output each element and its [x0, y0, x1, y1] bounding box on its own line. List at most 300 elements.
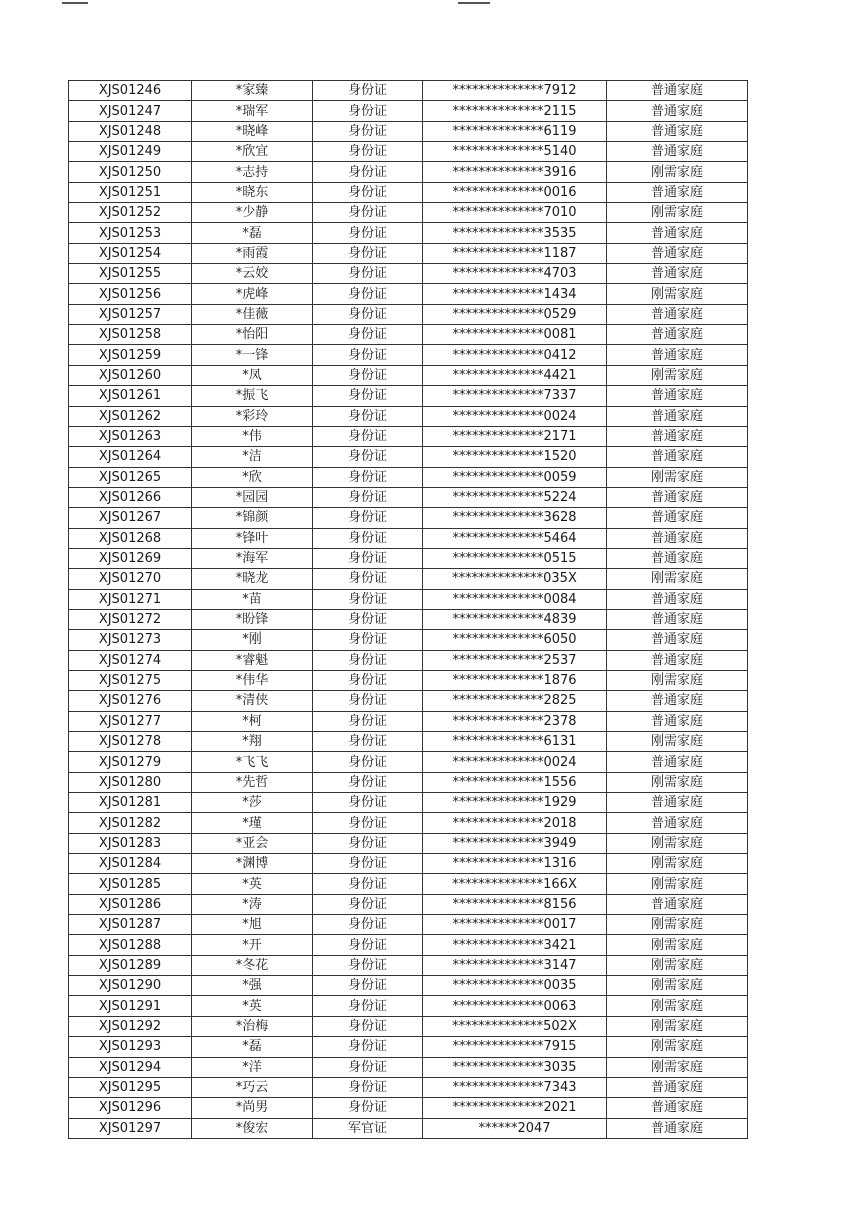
id-type-cell: 身份证 — [313, 813, 423, 833]
id-type-cell: 身份证 — [313, 609, 423, 629]
household-category-cell: 普通家庭 — [607, 589, 748, 609]
id-type-cell: 身份证 — [313, 732, 423, 752]
table-row — [69, 915, 748, 935]
id-type-cell: 身份证 — [313, 487, 423, 507]
household-category-cell: 刚需家庭 — [607, 833, 748, 853]
id-number-cell: **************0081 — [423, 325, 607, 345]
id-number-cell: **************1520 — [423, 447, 607, 467]
applicant-name-cell: *冬花 — [192, 955, 313, 975]
table-row — [69, 182, 748, 202]
id-number-cell: **************8156 — [423, 894, 607, 914]
record-number-cell: XJS01273 — [69, 630, 192, 650]
applicant-name-cell: *雨霞 — [192, 243, 313, 263]
id-number-cell: **************5224 — [423, 487, 607, 507]
record-number-cell: XJS01262 — [69, 406, 192, 426]
applicant-name-cell: *涛 — [192, 894, 313, 914]
record-number-cell: XJS01250 — [69, 162, 192, 182]
record-number-cell: XJS01248 — [69, 121, 192, 141]
applicant-name-cell: *柯 — [192, 711, 313, 731]
table-row — [69, 650, 748, 670]
household-category-cell: 刚需家庭 — [607, 203, 748, 223]
applicant-name-cell: *彩玲 — [192, 406, 313, 426]
applicant-name-cell: *莎 — [192, 793, 313, 813]
id-number-cell: **************035X — [423, 569, 607, 589]
id-number-cell: **************3628 — [423, 508, 607, 528]
id-type-cell: 身份证 — [313, 386, 423, 406]
table-row — [69, 569, 748, 589]
id-number-cell: **************2115 — [423, 101, 607, 121]
id-number-cell: **************1929 — [423, 793, 607, 813]
household-category-cell: 刚需家庭 — [607, 935, 748, 955]
household-category-cell: 普通家庭 — [607, 101, 748, 121]
table-row — [69, 325, 748, 345]
table-row — [69, 976, 748, 996]
id-type-cell: 身份证 — [313, 711, 423, 731]
id-type-cell: 身份证 — [313, 1098, 423, 1118]
id-number-cell: **************2018 — [423, 813, 607, 833]
record-number-cell: XJS01295 — [69, 1077, 192, 1097]
applicant-name-cell: *一锋 — [192, 345, 313, 365]
id-type-cell: 身份证 — [313, 467, 423, 487]
applicant-name-cell: *振飞 — [192, 386, 313, 406]
household-category-cell: 普通家庭 — [607, 243, 748, 263]
household-category-cell: 普通家庭 — [607, 406, 748, 426]
table-row — [69, 447, 748, 467]
record-number-cell: XJS01274 — [69, 650, 192, 670]
household-category-cell: 普通家庭 — [607, 508, 748, 528]
record-number-cell: XJS01272 — [69, 609, 192, 629]
applicant-name-cell: *渊博 — [192, 854, 313, 874]
household-category-cell: 普通家庭 — [607, 691, 748, 711]
household-category-cell: 刚需家庭 — [607, 569, 748, 589]
household-category-cell: 普通家庭 — [607, 752, 748, 772]
household-category-cell: 刚需家庭 — [607, 955, 748, 975]
household-category-cell: 刚需家庭 — [607, 976, 748, 996]
applicant-name-cell: *清侠 — [192, 691, 313, 711]
applicant-name-cell: *洋 — [192, 1057, 313, 1077]
household-category-cell: 普通家庭 — [607, 142, 748, 162]
record-number-cell: XJS01265 — [69, 467, 192, 487]
household-category-cell: 刚需家庭 — [607, 1016, 748, 1036]
record-number-cell: XJS01279 — [69, 752, 192, 772]
record-number-cell: XJS01294 — [69, 1057, 192, 1077]
table-row — [69, 365, 748, 385]
id-type-cell: 身份证 — [313, 793, 423, 813]
applicant-name-cell: *开 — [192, 935, 313, 955]
applicant-name-cell: *刚 — [192, 630, 313, 650]
record-number-cell: XJS01280 — [69, 772, 192, 792]
id-type-cell: 身份证 — [313, 1037, 423, 1057]
household-category-cell: 普通家庭 — [607, 182, 748, 202]
table-row — [69, 1037, 748, 1057]
table-row — [69, 589, 748, 609]
table-row — [69, 467, 748, 487]
applicant-name-cell: *凤 — [192, 365, 313, 385]
id-type-cell: 身份证 — [313, 833, 423, 853]
table-row — [69, 935, 748, 955]
applicant-name-cell: *海军 — [192, 548, 313, 568]
household-category-cell: 刚需家庭 — [607, 284, 748, 304]
applicant-name-cell: *先哲 — [192, 772, 313, 792]
id-type-cell: 身份证 — [313, 854, 423, 874]
table-row — [69, 304, 748, 324]
household-category-cell: 刚需家庭 — [607, 467, 748, 487]
id-type-cell: 身份证 — [313, 142, 423, 162]
household-category-cell: 普通家庭 — [607, 650, 748, 670]
record-number-cell: XJS01282 — [69, 813, 192, 833]
id-type-cell: 身份证 — [313, 772, 423, 792]
household-category-cell: 普通家庭 — [607, 487, 748, 507]
id-number-cell: **************2378 — [423, 711, 607, 731]
id-number-cell: **************2171 — [423, 426, 607, 446]
table-row — [69, 874, 748, 894]
household-category-cell: 普通家庭 — [607, 121, 748, 141]
household-category-cell: 刚需家庭 — [607, 915, 748, 935]
id-type-cell: 身份证 — [313, 162, 423, 182]
table-row — [69, 101, 748, 121]
id-type-cell: 身份证 — [313, 1057, 423, 1077]
register-table-body — [69, 81, 748, 1139]
record-number-cell: XJS01258 — [69, 325, 192, 345]
applicant-name-cell: *锋叶 — [192, 528, 313, 548]
applicant-name-cell: *欣宜 — [192, 142, 313, 162]
table-row — [69, 1077, 748, 1097]
table-row — [69, 345, 748, 365]
record-number-cell: XJS01269 — [69, 548, 192, 568]
applicant-name-cell: *伟华 — [192, 670, 313, 690]
record-number-cell: XJS01270 — [69, 569, 192, 589]
id-type-cell: 身份证 — [313, 955, 423, 975]
table-row — [69, 264, 748, 284]
table-row — [69, 732, 748, 752]
record-number-cell: XJS01286 — [69, 894, 192, 914]
record-number-cell: XJS01252 — [69, 203, 192, 223]
applicant-name-cell: *俊宏 — [192, 1118, 313, 1138]
record-number-cell: XJS01276 — [69, 691, 192, 711]
table-row — [69, 386, 748, 406]
applicant-name-cell: *晓龙 — [192, 569, 313, 589]
id-type-cell: 身份证 — [313, 874, 423, 894]
applicant-name-cell: *锦颜 — [192, 508, 313, 528]
id-number-cell: **************1316 — [423, 854, 607, 874]
household-category-cell: 普通家庭 — [607, 447, 748, 467]
applicant-name-cell: *虎峰 — [192, 284, 313, 304]
applicant-name-cell: *伟 — [192, 426, 313, 446]
id-type-cell: 身份证 — [313, 81, 423, 101]
id-number-cell: **************3949 — [423, 833, 607, 853]
id-number-cell: **************6119 — [423, 121, 607, 141]
id-number-cell: **************1187 — [423, 243, 607, 263]
record-number-cell: XJS01288 — [69, 935, 192, 955]
id-number-cell: **************3421 — [423, 935, 607, 955]
id-number-cell: **************4421 — [423, 365, 607, 385]
applicant-name-cell: *旭 — [192, 915, 313, 935]
id-number-cell: **************7343 — [423, 1077, 607, 1097]
table-row — [69, 955, 748, 975]
record-number-cell: XJS01247 — [69, 101, 192, 121]
id-number-cell: **************2537 — [423, 650, 607, 670]
household-category-cell: 普通家庭 — [607, 81, 748, 101]
id-type-cell: 身份证 — [313, 101, 423, 121]
id-number-cell: **************7915 — [423, 1037, 607, 1057]
table-row — [69, 528, 748, 548]
id-type-cell: 身份证 — [313, 569, 423, 589]
household-category-cell: 普通家庭 — [607, 528, 748, 548]
household-category-cell: 普通家庭 — [607, 1077, 748, 1097]
table-row — [69, 508, 748, 528]
household-category-cell: 刚需家庭 — [607, 365, 748, 385]
applicant-name-cell: *怡阳 — [192, 325, 313, 345]
applicant-name-cell: *佳薇 — [192, 304, 313, 324]
household-category-cell: 刚需家庭 — [607, 854, 748, 874]
id-number-cell: **************4839 — [423, 609, 607, 629]
applicant-name-cell: *苗 — [192, 589, 313, 609]
record-number-cell: XJS01263 — [69, 426, 192, 446]
household-category-cell: 刚需家庭 — [607, 162, 748, 182]
id-type-cell: 身份证 — [313, 650, 423, 670]
household-category-cell: 普通家庭 — [607, 426, 748, 446]
id-type-cell: 身份证 — [313, 426, 423, 446]
household-category-cell: 刚需家庭 — [607, 772, 748, 792]
applicant-name-cell: *云姣 — [192, 264, 313, 284]
household-category-cell: 普通家庭 — [607, 345, 748, 365]
id-number-cell: **************0059 — [423, 467, 607, 487]
applicant-name-cell: *尚男 — [192, 1098, 313, 1118]
table-row — [69, 630, 748, 650]
id-number-cell: **************3147 — [423, 955, 607, 975]
id-number-cell: **************3916 — [423, 162, 607, 182]
applicant-name-cell: *亚会 — [192, 833, 313, 853]
id-number-cell: **************2021 — [423, 1098, 607, 1118]
applicant-name-cell: *家臻 — [192, 81, 313, 101]
household-category-cell: 普通家庭 — [607, 1098, 748, 1118]
id-number-cell: **************1556 — [423, 772, 607, 792]
id-type-cell: 身份证 — [313, 447, 423, 467]
id-number-cell: **************7010 — [423, 203, 607, 223]
record-number-cell: XJS01255 — [69, 264, 192, 284]
applicant-name-cell: *强 — [192, 976, 313, 996]
household-category-cell: 普通家庭 — [607, 894, 748, 914]
applicant-name-cell: *飞飞 — [192, 752, 313, 772]
household-category-cell: 刚需家庭 — [607, 670, 748, 690]
id-number-cell: **************0063 — [423, 996, 607, 1016]
table-row — [69, 81, 748, 101]
record-number-cell: XJS01287 — [69, 915, 192, 935]
id-type-cell: 身份证 — [313, 752, 423, 772]
table-row — [69, 854, 748, 874]
applicant-name-cell: *英 — [192, 874, 313, 894]
id-number-cell: **************3035 — [423, 1057, 607, 1077]
id-type-cell: 身份证 — [313, 894, 423, 914]
household-category-cell: 普通家庭 — [607, 386, 748, 406]
id-number-cell: **************502X — [423, 1016, 607, 1036]
id-number-cell: **************0084 — [423, 589, 607, 609]
id-type-cell: 军官证 — [313, 1118, 423, 1138]
table-row — [69, 996, 748, 1016]
id-number-cell: **************5140 — [423, 142, 607, 162]
record-number-cell: XJS01281 — [69, 793, 192, 813]
applicant-name-cell: *治梅 — [192, 1016, 313, 1036]
applicant-name-cell: *巧云 — [192, 1077, 313, 1097]
id-type-cell: 身份证 — [313, 203, 423, 223]
record-number-cell: XJS01264 — [69, 447, 192, 467]
id-type-cell: 身份证 — [313, 935, 423, 955]
household-category-cell: 普通家庭 — [607, 1118, 748, 1138]
household-category-cell: 普通家庭 — [607, 548, 748, 568]
household-category-cell: 普通家庭 — [607, 325, 748, 345]
id-type-cell: 身份证 — [313, 406, 423, 426]
id-type-cell: 身份证 — [313, 264, 423, 284]
household-category-cell: 普通家庭 — [607, 304, 748, 324]
id-type-cell: 身份证 — [313, 915, 423, 935]
household-category-cell: 刚需家庭 — [607, 874, 748, 894]
record-number-cell: XJS01256 — [69, 284, 192, 304]
table-row — [69, 894, 748, 914]
record-number-cell: XJS01285 — [69, 874, 192, 894]
id-type-cell: 身份证 — [313, 1016, 423, 1036]
scan-artifact-mark — [62, 2, 88, 4]
id-type-cell: 身份证 — [313, 528, 423, 548]
table-row — [69, 223, 748, 243]
record-number-cell: XJS01261 — [69, 386, 192, 406]
id-type-cell: 身份证 — [313, 548, 423, 568]
applicant-name-cell: *英 — [192, 996, 313, 1016]
table-row — [69, 793, 748, 813]
id-number-cell: **************0412 — [423, 345, 607, 365]
applicant-name-cell: *少静 — [192, 203, 313, 223]
record-number-cell: XJS01297 — [69, 1118, 192, 1138]
record-number-cell: XJS01289 — [69, 955, 192, 975]
table-row — [69, 203, 748, 223]
applicant-name-cell: *园园 — [192, 487, 313, 507]
id-type-cell: 身份证 — [313, 996, 423, 1016]
table-row — [69, 426, 748, 446]
id-number-cell: **************4703 — [423, 264, 607, 284]
id-type-cell: 身份证 — [313, 121, 423, 141]
id-number-cell: **************0515 — [423, 548, 607, 568]
id-type-cell: 身份证 — [313, 304, 423, 324]
id-number-cell: **************7337 — [423, 386, 607, 406]
applicant-name-cell: *欣 — [192, 467, 313, 487]
record-number-cell: XJS01259 — [69, 345, 192, 365]
id-number-cell: **************0017 — [423, 915, 607, 935]
record-number-cell: XJS01271 — [69, 589, 192, 609]
table-row — [69, 548, 748, 568]
id-number-cell: **************7912 — [423, 81, 607, 101]
record-number-cell: XJS01253 — [69, 223, 192, 243]
applicant-name-cell: *盼锋 — [192, 609, 313, 629]
id-type-cell: 身份证 — [313, 630, 423, 650]
table-row — [69, 833, 748, 853]
table-row — [69, 813, 748, 833]
table-row — [69, 1118, 748, 1138]
id-type-cell: 身份证 — [313, 508, 423, 528]
applicant-name-cell: *磊 — [192, 1037, 313, 1057]
record-number-cell: XJS01275 — [69, 670, 192, 690]
household-category-cell: 刚需家庭 — [607, 1057, 748, 1077]
id-number-cell: **************6050 — [423, 630, 607, 650]
table-row — [69, 691, 748, 711]
table-row — [69, 406, 748, 426]
household-category-cell: 普通家庭 — [607, 711, 748, 731]
applicant-name-cell: *洁 — [192, 447, 313, 467]
scan-artifact-mark — [458, 2, 490, 4]
id-type-cell: 身份证 — [313, 1077, 423, 1097]
record-number-cell: XJS01284 — [69, 854, 192, 874]
record-number-cell: XJS01249 — [69, 142, 192, 162]
id-number-cell: **************0024 — [423, 752, 607, 772]
id-type-cell: 身份证 — [313, 589, 423, 609]
table-row — [69, 772, 748, 792]
record-number-cell: XJS01278 — [69, 732, 192, 752]
applicant-name-cell: *睿魁 — [192, 650, 313, 670]
applicant-register-table — [68, 80, 748, 1139]
table-row — [69, 121, 748, 141]
id-type-cell: 身份证 — [313, 691, 423, 711]
applicant-name-cell: *翔 — [192, 732, 313, 752]
table-row — [69, 670, 748, 690]
household-category-cell: 普通家庭 — [607, 223, 748, 243]
table-row — [69, 142, 748, 162]
table-row — [69, 284, 748, 304]
record-number-cell: XJS01283 — [69, 833, 192, 853]
table-row — [69, 1016, 748, 1036]
id-number-cell: **************0035 — [423, 976, 607, 996]
applicant-name-cell: *瑾 — [192, 813, 313, 833]
household-category-cell: 刚需家庭 — [607, 996, 748, 1016]
id-number-cell: ******2047 — [423, 1118, 607, 1138]
id-type-cell: 身份证 — [313, 325, 423, 345]
id-number-cell: **************1876 — [423, 670, 607, 690]
id-number-cell: **************0016 — [423, 182, 607, 202]
household-category-cell: 普通家庭 — [607, 609, 748, 629]
table-row — [69, 1098, 748, 1118]
id-type-cell: 身份证 — [313, 284, 423, 304]
table-row — [69, 1057, 748, 1077]
household-category-cell: 刚需家庭 — [607, 732, 748, 752]
id-number-cell: **************6131 — [423, 732, 607, 752]
record-number-cell: XJS01291 — [69, 996, 192, 1016]
record-number-cell: XJS01257 — [69, 304, 192, 324]
record-number-cell: XJS01267 — [69, 508, 192, 528]
table-row — [69, 711, 748, 731]
id-number-cell: **************2825 — [423, 691, 607, 711]
id-number-cell: **************0024 — [423, 406, 607, 426]
table-row — [69, 752, 748, 772]
id-number-cell: **************0529 — [423, 304, 607, 324]
id-number-cell: **************5464 — [423, 528, 607, 548]
record-number-cell: XJS01296 — [69, 1098, 192, 1118]
table-row — [69, 487, 748, 507]
applicant-name-cell: *晓东 — [192, 182, 313, 202]
id-number-cell: **************3535 — [423, 223, 607, 243]
id-type-cell: 身份证 — [313, 976, 423, 996]
table-row — [69, 609, 748, 629]
record-number-cell: XJS01292 — [69, 1016, 192, 1036]
record-number-cell: XJS01254 — [69, 243, 192, 263]
household-category-cell: 普通家庭 — [607, 264, 748, 284]
record-number-cell: XJS01266 — [69, 487, 192, 507]
record-number-cell: XJS01251 — [69, 182, 192, 202]
id-number-cell: **************1434 — [423, 284, 607, 304]
applicant-name-cell: *志持 — [192, 162, 313, 182]
household-category-cell: 刚需家庭 — [607, 1037, 748, 1057]
record-number-cell: XJS01246 — [69, 81, 192, 101]
table-row — [69, 162, 748, 182]
record-number-cell: XJS01293 — [69, 1037, 192, 1057]
applicant-name-cell: *晓峰 — [192, 121, 313, 141]
table-row — [69, 243, 748, 263]
